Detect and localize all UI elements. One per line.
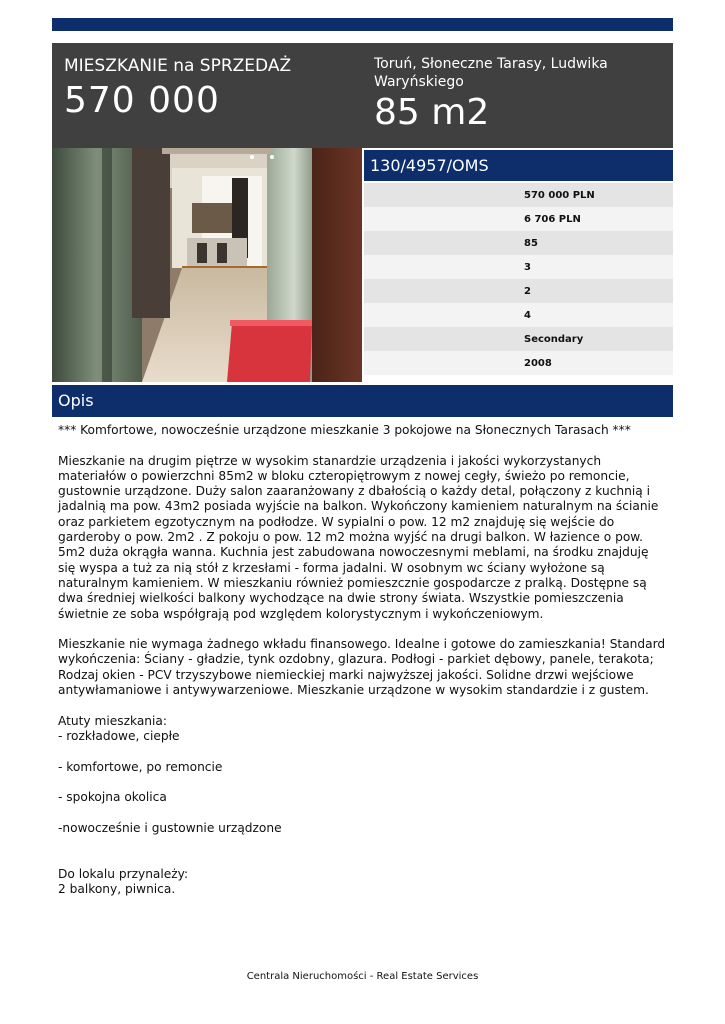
spec-value: 2008 [524, 357, 552, 369]
spec-row [364, 207, 673, 231]
top-accent-bar [52, 18, 673, 31]
spec-row [364, 351, 673, 375]
spec-value: Secondary [524, 333, 584, 345]
spec-row [364, 255, 673, 279]
footer: Centrala Nieruchomości - Real Estate Services [246, 971, 479, 982]
section-title: Opis [52, 385, 673, 417]
offer-type: MIESZKANIE na SPRZEDAŻ [64, 56, 292, 76]
description-paragraph: Mieszkanie na drugim piętrze w wysokim stanardzie urządzenia i jakości wykorzystanych materiałów o powierzchni 85m2 w bloku czteropiętrowym z nowej cegły, świeżo po remoncie, gustownie urządzone. Duży salon zaaranżowany z dbałością o każdy detal, połączony z kuchnią i jadalnią ma pow. 43m2 posiada wyjście na balkon. Wykończony kamieniem naturalnym na ścianie oraz parkietem egzotycznym na podłodze. W sypialni o pow. 12 m2 znajduję się wejście do garderoby o pow. 2m2 . Z pokoju o pow. 12 m2 można wyjść na drugi balkon. W łazience o pow. 5m2 duża okrągła wanna. Kuchnia jest zabudowana nowoczesnymi meblami, na środku znajduję się wyspa a tuż za nią stół z krzesłami - forma jadalni. W osobnym wc ściany wyłożone są naturalnym kamieniem. W mieszkaniu również pomieszcznie gospodarcze z pralką. Dostępne są dwa średniej wielkości balkony wychodzące na dwie strony świata. Wszystkie pomieszczenia świetnie ze soba współgrają pod względem kolorystycznym i wykończeniowym. [58, 453, 659, 621]
atut-item: - spokojna okolica [58, 790, 167, 805]
spec-row [364, 279, 673, 303]
atuty-title: Atuty mieszkania: [58, 713, 167, 728]
description-paragraph: Mieszkanie nie wymaga żadnego wkładu finansowego. Idealne i gotowe do zamieszkania! Standard wykończenia: Ściany - gładzie, tynk ozdobny, glazura. Podłogi - parkiet dębowy, panele, terakota; Rodzaj okien - PCV trzyszybowe niemieckiej marki najwyższej jakości. Solidne drzwi wejściowe antywłamaniowe i antywywarzeniowe. Mieszkanie urządzone w wysokim standardzie i z gustem. [58, 637, 666, 698]
spec-value: 570 000 PLN [524, 189, 595, 201]
listing-header [52, 43, 673, 148]
spec-row [364, 327, 673, 351]
spec-table [364, 183, 673, 375]
extras-title: Do lokalu przynależy: [58, 866, 189, 881]
atut-item: - komfortowe, po remoncie [58, 759, 223, 774]
atut-item: - rozkładowe, ciepłe [58, 728, 180, 743]
spec-row [364, 303, 673, 327]
spec-value: 4 [524, 309, 531, 321]
header-left [64, 55, 354, 123]
interior-photo [52, 148, 362, 382]
spec-row [364, 183, 673, 207]
spec-value: 3 [524, 261, 531, 273]
extras-value: 2 balkony, piwnica. [58, 881, 176, 896]
area-headline: 85 m2 [374, 92, 490, 133]
description-intro: *** Komfortowe, nowocześnie urządzone mieszkanie 3 pokojowe na Słonecznych Tarasach *** [58, 423, 631, 437]
spec-value: 6 706 PLN [524, 213, 581, 225]
atut-item: -nowocześnie i gustownie urządzone [58, 820, 282, 835]
spec-row [364, 231, 673, 255]
location: Toruń, Słoneczne Tarasy, Ludwika Waryńskiego [374, 56, 608, 90]
spec-value: 2 [524, 285, 531, 297]
header-right [374, 55, 664, 135]
reference-number: 130/4957/OMS [364, 150, 673, 181]
spec-value: 85 [524, 237, 538, 249]
price-headline: 570 000 [64, 80, 220, 121]
description [58, 423, 668, 897]
